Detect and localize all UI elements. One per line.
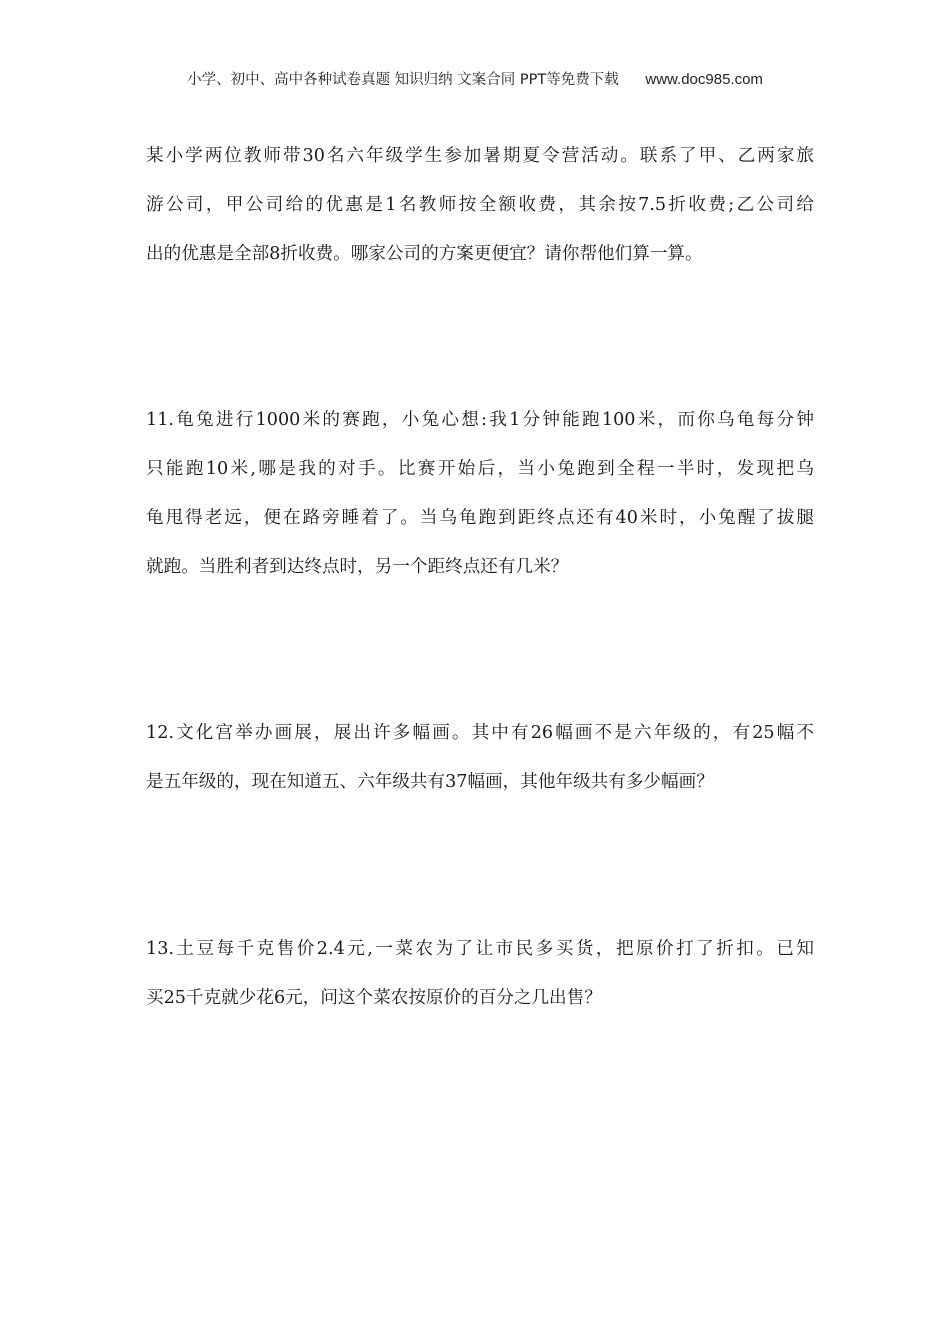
- problem-line: 出的优惠是全部8折收费。哪家公司的方案更便宜？请你帮他们算一算。: [146, 244, 703, 264]
- problem-line: 龟甩得老远，便在路旁睡着了。当乌龟跑到距终点还有40米时，小兔醒了拔腿: [146, 508, 814, 528]
- problem-line: 13.土豆每千克售价2.4元,一菜农为了让市民多买货，把原价打了折扣。已知: [146, 939, 814, 959]
- problem-line: 是五年级的，现在知道五、六年级共有37幅画，其他年级共有多少幅画？: [146, 772, 714, 792]
- problem-line: 买25千克就少花6元，问这个菜农按原价的百分之几出售？: [146, 988, 602, 1008]
- problem-line: 11.龟兔进行1000米的赛跑，小兔心想:我1分钟能跑100米，而你乌龟每分钟: [146, 410, 814, 430]
- problem-line: 就跑。当胜利者到达终点时，另一个距终点还有几米？: [146, 557, 569, 577]
- problem-line: 游公司，甲公司给的优惠是1名教师按全额收费，其余按7.5折收费;乙公司给: [146, 195, 814, 215]
- problem-10: [146, 132, 814, 279]
- header-site-url: www.doc985.com: [645, 71, 763, 88]
- problem-line: 12.文化宫举办画展，展出许多幅画。其中有26幅画不是六年级的，有25幅不: [146, 723, 814, 743]
- problem-12: [146, 709, 814, 807]
- problem-line: 只能跑10米,哪是我的对手。比赛开始后，当小兔跑到全程一半时，发现把乌: [146, 459, 814, 479]
- problem-11: [146, 396, 814, 592]
- header-text: 小学、初中、高中各种试卷真题 知识归纳 文案合同 PPT等免费下载: [187, 72, 619, 88]
- problem-line: 某小学两位教师带30名六年级学生参加暑期夏令营活动。联系了甲、乙两家旅: [146, 146, 814, 166]
- problem-13: [146, 925, 814, 1023]
- page-header: [0, 68, 950, 89]
